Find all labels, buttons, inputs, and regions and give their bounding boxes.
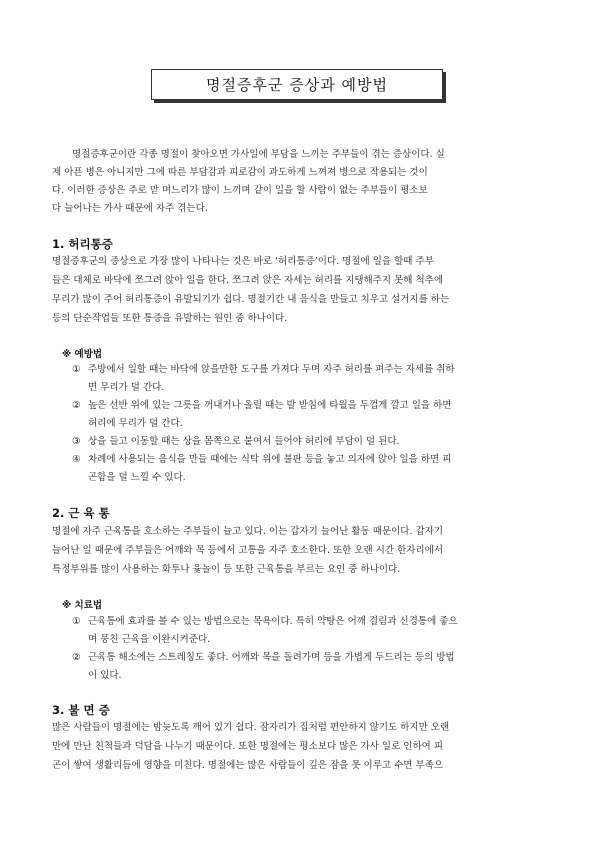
section-body-line: 곤이 쌓여 생활리듬에 영향을 미친다. 명절에는 많은 사람들이 깊은 잠을 못 이루고 수면 부족으 [52,760,444,771]
section-body-line: 특정부위를 많이 사용하는 화투나 윷놀이 등 또한 근육통을 부르는 요인 중 하나이다. [52,564,401,575]
list-item-number: ② [72,652,81,663]
list-item-line: 면 무리가 덜 간다. [88,382,165,393]
section-heading: 1. 허리통증 [52,237,113,251]
list-item-number: ③ [72,436,81,447]
section-body-line: 명절에 자주 근육통을 호소하는 주부들이 늘고 있다. 이는 갑자기 늘어난 활동 때문이다. 갑자기 [52,526,444,537]
list-item-number: ① [72,616,81,627]
list-item-line: 며 뭉친 근육을 이완시켜준다. [88,634,211,645]
section-body-line: 등의 단순작업들 또한 통증을 유발하는 원인 중 하나이다. [52,313,288,324]
section-heading: 2. 근 육 통 [52,506,110,520]
list-item-number: ④ [72,454,81,465]
section-body-line: 만에 만난 친척들과 덕담을 나누기 때문이다. 또한 명절에는 평소보다 많은 가사 일로 인하여 피 [52,741,444,752]
list-item-line: 허리에 무리가 덜 간다. [88,418,183,429]
list-item-line: 상을 들고 이동할 때는 상을 몸쪽으로 붙여서 들어야 허리에 부담이 덜 된다. [88,436,400,447]
section-body-line: 들은 대체로 바닥에 쪼그려 앉아 일을 한다. 쪼그려 앉은 자세는 허리를 지탱해주지 못해 척추에 [52,275,444,286]
list-item-line: 주방에서 일할 때는 바닥에 앉을만한 도구를 가져다 두며 자주 허리를 펴주는 자세를 취하 [88,364,455,375]
section-subheading: ※ 예방법 [62,349,103,360]
intro-line: 제 아픈 병은 아니지만 그에 따른 부담감과 피로감이 과도하게 느껴져 병으로 작용되는 것이 [52,167,428,178]
list-item-line: 높은 선반 위에 있는 그릇을 꺼내거나 올릴 때는 발 받침에 타월을 두껍게 깔고 일을 하면 [88,400,452,411]
intro-line: 다. 이러한 증상은 주로 맏 며느리가 많이 느끼며 같이 일을 할 사람이 없는 주부들이 평소보 [52,185,428,196]
document-title: 명절증후군 증상과 예방법 [151,69,443,100]
list-item-line: 차례에 사용되는 음식을 만들 때에는 식탁 위에 불판 등을 놓고 의자에 앉아 일을 하면 피 [88,454,452,465]
list-item-number: ② [72,400,81,411]
section-body-line: 늘어난 일 때문에 주부들은 어깨와 목 등에서 고통을 자주 호소한다. 또한 오랜 시간 한자리에서 [52,545,444,556]
intro-line: 다 늘어나는 가사 때문에 자주 겪는다. [52,203,208,214]
list-item-number: ① [72,364,81,375]
section-body-line: 명절증후군의 증상으로 가장 많이 나타나는 것은 바로 ‘허리통증’이다. 명절에 일을 할때 주부 [52,256,434,267]
intro-line: 명절증후군이란 각종 명절이 찾아오면 가사일에 부담을 느끼는 주부들이 겪는 증상이다. 실 [72,149,445,160]
list-item-line: 곤함을 덜 느낄 수 있다. [88,472,186,483]
section-heading: 3. 불 면 증 [52,703,110,717]
section-body-line: 무리가 많이 주어 허리통증이 유발되기가 쉽다. 명절기간 내 음식을 만들고 치우고 설거지를 하는 [52,294,450,305]
list-item-line: 근육통 해소에는 스트레칭도 좋다. 어깨와 목을 돌려가며 등을 가볍게 두드리는 등의 방법 [88,652,455,663]
section-subheading: ※ 치료법 [62,600,103,611]
section-body-line: 많은 사람들이 명절에는 밤늦도록 깨어 있기 쉽다. 잠자리가 집처럼 편안하지 않기도 하지만 오랜 [52,722,450,733]
list-item-line: 근육통에 효과를 볼 수 있는 방법으로는 목욕이다. 특히 약탕은 어깨 결림과 신경통에 좋으 [88,616,458,627]
list-item-line: 이 있다. [88,670,122,681]
